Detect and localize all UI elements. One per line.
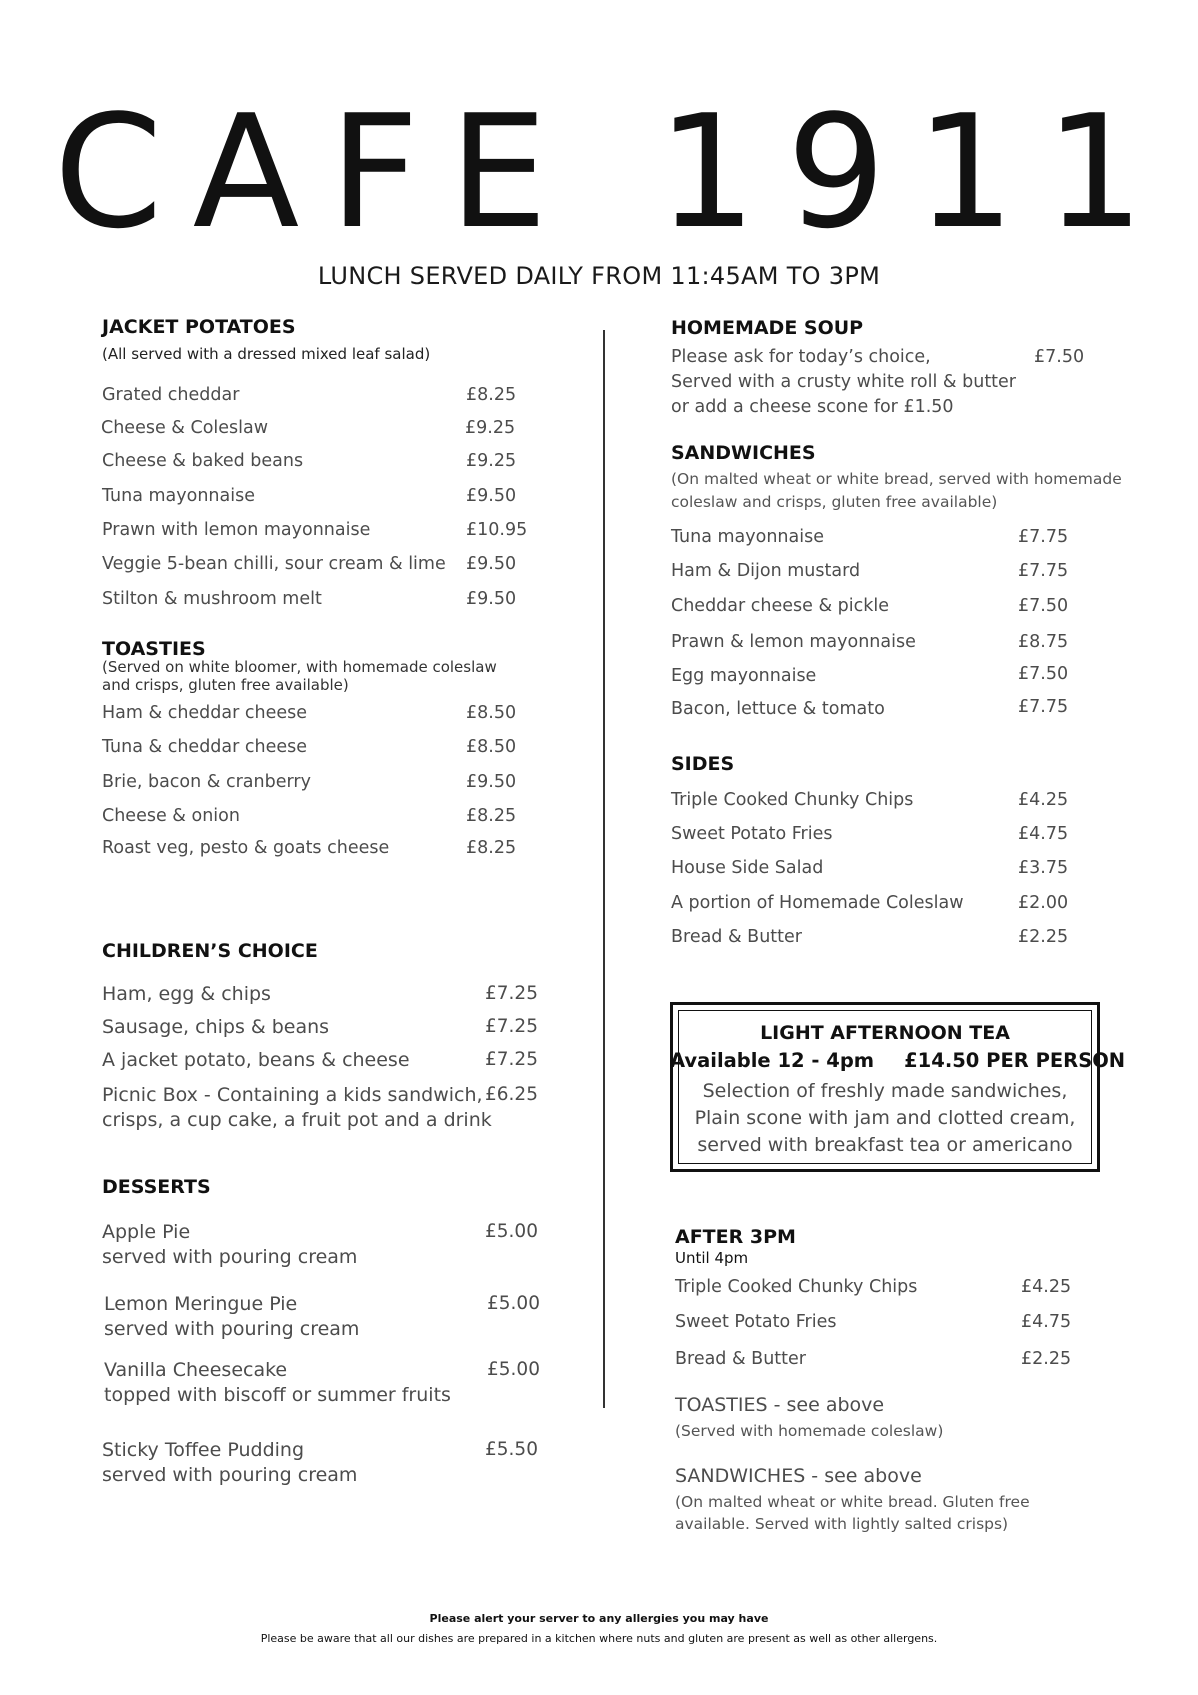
menu-item-name: Sausage, chips & beans	[102, 1016, 330, 1038]
menu-item-price: £9.25	[465, 418, 516, 438]
menu-item-name: Ham & cheddar cheese	[102, 703, 308, 723]
menu-item-price: £4.25	[1021, 1277, 1072, 1297]
afternoon-tea-desc-line1: Selection of freshly made sandwiches,	[702, 1080, 1068, 1102]
homemade-soup-heading: HOMEMADE SOUP	[671, 317, 864, 339]
sandwiches-note-line1: (On malted wheat or white bread, served with homemade	[671, 470, 1122, 488]
after-3pm-sandwiches-note-line2: available. Served with lightly salted crisps)	[675, 1515, 1009, 1533]
menu-item-name: Lemon Meringue Pie	[104, 1293, 298, 1315]
menu-item-price: £7.25	[485, 983, 538, 1004]
menu-item-name: Vanilla Cheesecake	[104, 1359, 288, 1381]
after-3pm-heading: AFTER 3PM	[675, 1226, 796, 1248]
sides-heading: SIDES	[671, 753, 735, 775]
menu-item-name: Picnic Box - Containing a kids sandwich,	[102, 1084, 483, 1106]
menu-item-name: Sweet Potato Fries	[671, 824, 833, 844]
menu-item-price: £8.25	[466, 385, 517, 405]
menu-item-price: £7.50	[1018, 664, 1069, 684]
menu-item-price: £4.75	[1021, 1312, 1072, 1332]
menu-item-name: Prawn with lemon mayonnaise	[102, 520, 371, 540]
toasties-heading: TOASTIES	[102, 638, 206, 660]
afternoon-tea-desc-line3: served with breakfast tea or americano	[697, 1134, 1073, 1156]
afternoon-tea-hours: Available 12 - 4pm	[670, 1049, 875, 1072]
menu-item-name: Bread & Butter	[671, 927, 802, 947]
column-divider	[603, 330, 605, 1408]
menu-item-price: £7.75	[1018, 561, 1069, 581]
menu-item-name: Prawn & lemon mayonnaise	[671, 632, 916, 652]
menu-item-name: Cheese & onion	[102, 806, 240, 826]
afternoon-tea-title: LIGHT AFTERNOON TEA	[760, 1022, 1010, 1044]
menu-item-description: topped with biscoff or summer fruits	[104, 1384, 451, 1406]
menu-item-description: served with pouring cream	[102, 1246, 358, 1268]
menu-item-name: Ham, egg & chips	[102, 983, 271, 1005]
menu-item-name: Brie, bacon & cranberry	[102, 772, 311, 792]
menu-item-name: Tuna mayonnaise	[102, 486, 255, 506]
menu-item-price: £9.25	[466, 451, 517, 471]
childrens-choice-heading: CHILDREN’S CHOICE	[102, 940, 318, 962]
lunch-hours-subtitle: LUNCH SERVED DAILY FROM 11:45AM TO 3PM	[317, 262, 881, 290]
menu-item-name: Bread & Butter	[675, 1349, 806, 1369]
afternoon-tea-desc-line2: Plain scone with jam and clotted cream,	[694, 1107, 1076, 1129]
menu-item-price: £9.50	[466, 554, 517, 574]
cafe-logo-title: CAFE 1911	[53, 81, 1175, 263]
menu-item-price: £7.75	[1018, 527, 1069, 547]
soup-description-line2: Served with a crusty white roll & butter	[671, 372, 1017, 392]
menu-item-name: Sweet Potato Fries	[675, 1312, 837, 1332]
after-3pm-sandwiches-label: SANDWICHES - see above	[675, 1465, 922, 1487]
allergy-alert-note: Please alert your server to any allergies you may have	[429, 1612, 769, 1625]
menu-item-price: £9.50	[466, 772, 517, 792]
menu-item-name: Grated cheddar	[102, 385, 240, 405]
menu-item-price: £7.50	[1018, 596, 1069, 616]
menu-item-price: £8.75	[1018, 632, 1069, 652]
menu-item-name: Tuna mayonnaise	[671, 527, 824, 547]
menu-item-name: A jacket potato, beans & cheese	[102, 1049, 410, 1071]
menu-item-name: Triple Cooked Chunky Chips	[675, 1277, 918, 1297]
menu-item-price: £5.00	[487, 1293, 540, 1314]
menu-item-name: Roast veg, pesto & goats cheese	[102, 838, 390, 858]
menu-item-price: £6.25	[485, 1084, 538, 1105]
menu-item-name: Bacon, lettuce & tomato	[671, 699, 885, 719]
menu-item-price: £5.00	[485, 1221, 538, 1242]
menu-item-description: served with pouring cream	[102, 1464, 358, 1486]
menu-item-price: £3.75	[1018, 858, 1069, 878]
menu-item-name: Egg mayonnaise	[671, 666, 817, 686]
menu-item-price: £7.25	[485, 1049, 538, 1070]
jacket-potatoes-heading: JACKET POTATOES	[102, 316, 296, 338]
menu-item-price: £7.75	[1018, 697, 1069, 717]
after-3pm-sandwiches-note-line1: (On malted wheat or white bread. Gluten free	[675, 1493, 1030, 1511]
menu-item-name: Cheese & baked beans	[102, 451, 304, 471]
menu-item-price: £8.25	[466, 806, 517, 826]
sandwiches-heading: SANDWICHES	[671, 442, 816, 464]
after-3pm-toasties-note: (Served with homemade coleslaw)	[675, 1422, 944, 1440]
toasties-note-line2: and crisps, gluten free available)	[102, 676, 349, 694]
menu-item-name: Triple Cooked Chunky Chips	[671, 790, 914, 810]
menu-item-price: £4.25	[1018, 790, 1069, 810]
allergen-disclaimer: Please be aware that all our dishes are prepared in a kitchen where nuts and gluten are present as well as other allergens.	[260, 1632, 938, 1645]
after-3pm-toasties-label: TOASTIES - see above	[675, 1394, 885, 1416]
menu-item-name: Veggie 5-bean chilli, sour cream & lime	[102, 554, 446, 574]
soup-price: £7.50	[1034, 347, 1085, 367]
menu-item-price: £9.50	[466, 486, 517, 506]
afternoon-tea-availability	[670, 1049, 1126, 1072]
menu-item-description: served with pouring cream	[104, 1318, 360, 1340]
menu-item-price: £5.00	[487, 1359, 540, 1380]
toasties-note-line1: (Served on white bloomer, with homemade coleslaw	[102, 658, 497, 676]
sandwiches-note-line2: coleslaw and crisps, gluten free available)	[671, 493, 998, 511]
menu-item-name: Ham & Dijon mustard	[671, 561, 861, 581]
menu-item-name: Cheddar cheese & pickle	[671, 596, 890, 616]
soup-description-line1: Please ask for today’s choice,	[671, 347, 931, 367]
menu-item-price: £8.50	[466, 737, 517, 757]
menu-item-name-continued: crisps, a cup cake, a fruit pot and a drink	[102, 1109, 492, 1131]
afternoon-tea-price: £14.50 PER PERSON	[904, 1049, 1126, 1072]
menu-item-price: £2.00	[1018, 893, 1069, 913]
soup-description-line3: or add a cheese scone for £1.50	[671, 397, 954, 417]
menu-item-price: £10.95	[466, 520, 528, 540]
menu-item-price: £2.25	[1018, 927, 1069, 947]
after-3pm-note: Until 4pm	[675, 1249, 749, 1267]
menu-item-name: House Side Salad	[671, 858, 824, 878]
menu-item-price: £8.25	[466, 838, 517, 858]
menu-item-price: £5.50	[485, 1439, 538, 1460]
jacket-potatoes-note: (All served with a dressed mixed leaf salad)	[102, 345, 431, 363]
menu-item-price: £7.25	[485, 1016, 538, 1037]
menu-item-price: £2.25	[1021, 1349, 1072, 1369]
menu-item-name: Stilton & mushroom melt	[102, 589, 322, 609]
menu-item-name: Sticky Toffee Pudding	[102, 1439, 305, 1461]
menu-item-price: £9.50	[466, 589, 517, 609]
menu-item-name: A portion of Homemade Coleslaw	[671, 893, 964, 913]
menu-item-price: £4.75	[1018, 824, 1069, 844]
desserts-heading: DESSERTS	[102, 1176, 211, 1198]
menu-item-price: £8.50	[466, 703, 517, 723]
menu-item-name: Cheese & Coleslaw	[101, 418, 269, 438]
menu-item-name: Apple Pie	[102, 1221, 191, 1243]
menu-item-name: Tuna & cheddar cheese	[102, 737, 308, 757]
